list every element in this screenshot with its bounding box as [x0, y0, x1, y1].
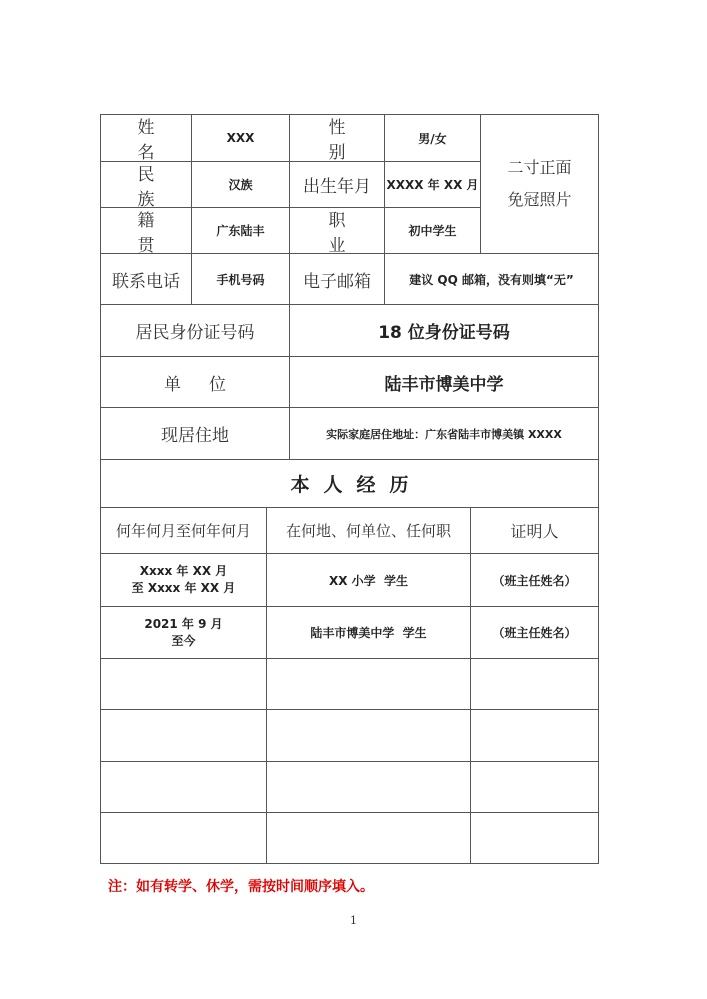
ethnicity-value: 汉族	[228, 178, 253, 192]
experience-witness: （班主任姓名）	[492, 626, 577, 640]
email-value: 建议 QQ 邮箱，没有则填“无”	[409, 272, 574, 287]
ethnicity-label: 民族	[137, 164, 183, 210]
period-start: 2021 年 9 月	[144, 616, 223, 631]
experience-place: 陆丰市博美中学 学生	[310, 626, 427, 640]
photo-line-1: 二寸正面	[507, 158, 572, 177]
email-label: 电子邮箱	[303, 271, 371, 292]
occupation-label: 职业	[328, 210, 374, 256]
unit-label: 单位	[164, 374, 254, 395]
empty-place-cell[interactable]	[267, 813, 470, 863]
birth-value: XXXX 年 XX 月	[386, 178, 479, 192]
experience-section-title: 本人经历	[290, 474, 423, 496]
gender-value: 男/女	[418, 131, 447, 146]
name-label: 姓名	[137, 118, 183, 163]
birth-label: 出生年月	[303, 177, 371, 197]
footnote: 注：如有转学、休学，需按时间顺序填入。	[108, 879, 374, 895]
address-label: 现居住地	[161, 426, 229, 446]
page-number: 1	[350, 914, 357, 927]
empty-witness-cell[interactable]	[471, 762, 598, 812]
occupation-value: 初中学生	[408, 224, 457, 238]
address-value: 实际家庭居住地址：广东省陆丰市博美镇 XXXX	[326, 427, 562, 441]
name-value: XXX	[226, 131, 255, 145]
empty-place-cell[interactable]	[267, 762, 470, 812]
id-number-label: 居民身份证号码	[135, 323, 255, 343]
gender-label: 性别	[328, 118, 374, 163]
period-start: Xxxx 年 XX 月	[139, 564, 228, 578]
experience-period	[101, 607, 266, 658]
empty-period-cell[interactable]	[101, 762, 266, 812]
empty-place-cell[interactable]	[267, 659, 470, 709]
empty-place-cell[interactable]	[267, 710, 470, 761]
phone-label: 联系电话	[112, 271, 180, 292]
native-place-label: 籍贯	[137, 210, 183, 256]
place-column-header: 在何地、何单位、任何职	[285, 522, 451, 540]
period-end: 至今	[171, 633, 196, 648]
period-end: 至 Xxxx 年 XX 月	[131, 581, 236, 595]
experience-place: XX 小学 学生	[328, 573, 409, 588]
empty-witness-cell[interactable]	[471, 710, 598, 761]
empty-period-cell[interactable]	[101, 710, 266, 761]
period-column-header: 何年何月至何年何月	[115, 522, 251, 540]
id-number-value: 18 位身份证号码	[378, 323, 510, 343]
phone-value: 手机号码	[216, 272, 265, 287]
witness-column-header: 证明人	[510, 522, 559, 541]
experience-witness: （班主任姓名）	[492, 573, 577, 588]
photo-placeholder	[481, 115, 598, 253]
unit-value: 陆丰市博美中学	[384, 374, 504, 395]
empty-witness-cell[interactable]	[471, 659, 598, 709]
empty-period-cell[interactable]	[101, 659, 266, 709]
native-place-value: 广东陆丰	[216, 224, 265, 238]
empty-witness-cell[interactable]	[471, 813, 598, 863]
photo-line-2: 免冠照片	[507, 190, 572, 209]
experience-period	[101, 554, 266, 606]
empty-period-cell[interactable]	[101, 813, 266, 863]
